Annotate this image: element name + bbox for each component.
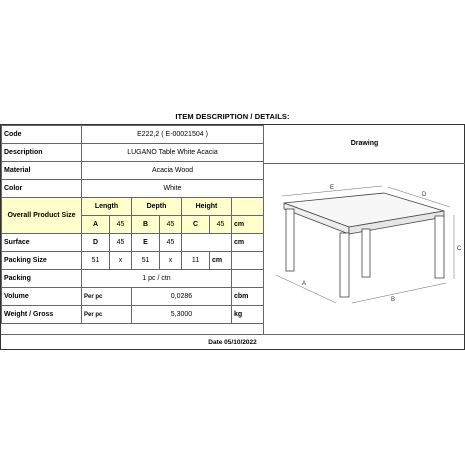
packing-size-x1: x (110, 252, 132, 270)
overall-unit: cm (232, 216, 264, 234)
date-footer: Date 05/10/2022 (1, 334, 464, 350)
length-letter: A (82, 216, 110, 234)
color-row (2, 180, 264, 198)
overall-size-label: Overall Product Size (2, 198, 82, 234)
table-top (284, 193, 444, 227)
packing-size-v2: 51 (132, 252, 160, 270)
surface-d-letter: D (82, 234, 110, 252)
details-sheet (0, 124, 465, 350)
table-leg-front (340, 233, 349, 297)
dim-label-c: C (457, 246, 462, 252)
packing-size-label: Packing Size (2, 252, 82, 270)
depth-header: Depth (132, 198, 182, 216)
packing-size-unit: cm (210, 252, 232, 270)
weight-unit: kg (232, 306, 264, 324)
dim-label-b: B (391, 297, 396, 303)
packing-row (2, 270, 264, 288)
surface-unit: cm (232, 234, 264, 252)
volume-unit: cbm (232, 288, 264, 306)
drawing-area (263, 163, 465, 334)
dim-line-a (276, 275, 336, 303)
surface-e-value: 45 (160, 234, 182, 252)
length-value: 45 (110, 216, 132, 234)
volume-row (2, 288, 264, 306)
weight-per: Per pc (82, 306, 132, 324)
volume-per: Per pc (82, 288, 132, 306)
surface-d-value: 45 (110, 234, 132, 252)
material-value: Acacia Wood (82, 162, 264, 180)
surface-spacer (182, 234, 232, 252)
height-header: Height (182, 198, 232, 216)
volume-label: Volume (2, 288, 82, 306)
weight-value: 5,3000 (132, 306, 232, 324)
dim-label-d: D (422, 192, 427, 198)
table-leg-left (286, 209, 294, 271)
dim-label-a: A (302, 281, 307, 287)
packing-label: Packing (2, 270, 82, 288)
color-label: Color (2, 180, 82, 198)
packing-size-v1: 51 (82, 252, 110, 270)
packing-size-spacer (232, 252, 264, 270)
material-row (2, 162, 264, 180)
document-title: ITEM DESCRIPTION / DETAILS: (175, 112, 290, 121)
packing-spacer (232, 270, 264, 288)
table-drawing (264, 163, 465, 334)
weight-row (2, 306, 264, 324)
height-value: 45 (210, 216, 232, 234)
dim-line-b (352, 283, 446, 303)
code-row (2, 126, 264, 144)
depth-letter: B (132, 216, 160, 234)
header-spacer (232, 198, 264, 216)
material-label: Material (2, 162, 82, 180)
length-header: Length (82, 198, 132, 216)
spec-table (1, 125, 264, 324)
description-label: Description (2, 144, 82, 162)
packing-value: 1 pc / ctn (82, 270, 232, 288)
volume-value: 0,0286 (132, 288, 232, 306)
packing-size-row (2, 252, 264, 270)
depth-value: 45 (160, 216, 182, 234)
description-value: LUGANO Table White Acacia (82, 144, 264, 162)
height-letter: C (182, 216, 210, 234)
drawing-label: Drawing (263, 125, 465, 164)
surface-e-letter: E (132, 234, 160, 252)
code-label: Code (2, 126, 82, 144)
packing-size-v3: 11 (182, 252, 210, 270)
table-leg-right (435, 216, 444, 278)
table-leg-middle (362, 229, 370, 277)
weight-label: Weight / Gross (2, 306, 82, 324)
code-value: E222,2 ( E-00021504 ) (82, 126, 264, 144)
overall-size-header-row (2, 198, 264, 216)
packing-size-x2: x (160, 252, 182, 270)
description-row (2, 144, 264, 162)
color-value: White (82, 180, 264, 198)
surface-row (2, 234, 264, 252)
surface-label: Surface (2, 234, 82, 252)
dim-label-e: E (330, 185, 335, 191)
